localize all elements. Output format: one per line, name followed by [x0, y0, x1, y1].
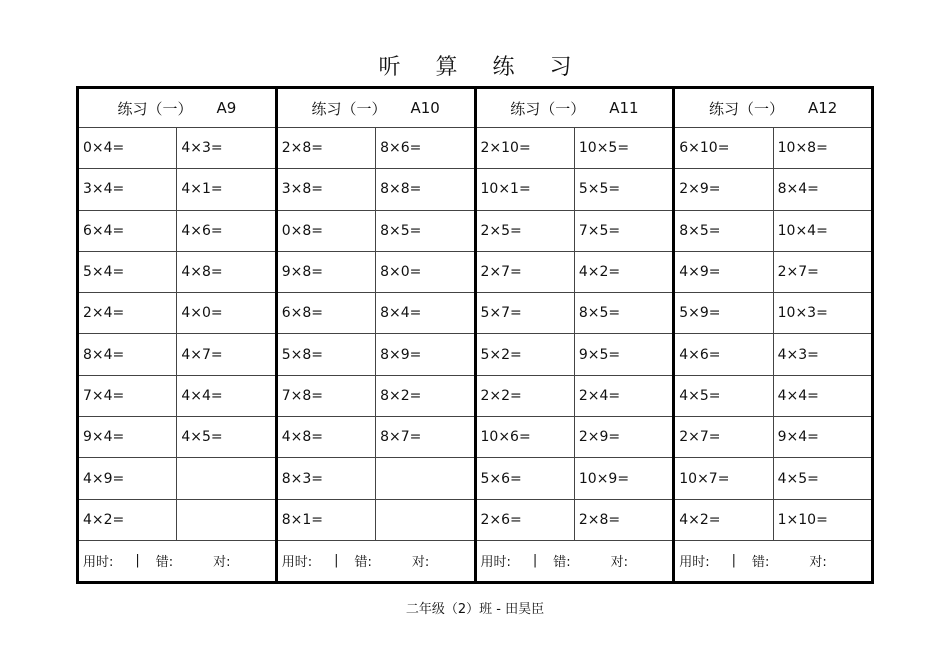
panel-header-label: 练习（一）: [117, 99, 193, 118]
panel-header-label: 练习（一）: [708, 99, 784, 118]
problem-cell: 5×6=: [480, 470, 522, 487]
problem-cell: 5×2=: [480, 346, 522, 363]
problem-row: [278, 252, 474, 293]
problem-row: [477, 376, 673, 417]
problem-cell: 4×4=: [176, 376, 274, 416]
problem-cell: 2×4=: [574, 376, 672, 416]
exercise-panel-a9: [79, 89, 275, 581]
panel-footer: [79, 541, 275, 581]
problem-cell: 4×7=: [176, 334, 274, 374]
problem-cell: 10×1=: [480, 181, 531, 198]
problem-row: [278, 293, 474, 334]
problem-cell: 2×7=: [773, 252, 871, 292]
problem-cell: 7×5=: [574, 211, 672, 251]
problem-cell: 4×6=: [176, 211, 274, 251]
problem-cell: 2×7=: [480, 264, 522, 281]
problem-cell: 6×4=: [83, 222, 125, 239]
problem-row: [79, 334, 275, 375]
problem-row: [675, 334, 871, 375]
problem-cell: 8×5=: [679, 222, 721, 239]
problem-cell: 2×8=: [281, 140, 324, 157]
problem-cell: 5×7=: [480, 305, 522, 322]
wrong-count-label: 错:: [553, 555, 571, 571]
problem-cell: 4×0=: [176, 293, 274, 333]
problem-cell: 5×9=: [679, 305, 721, 322]
problem-cell: 2×9=: [679, 181, 721, 198]
problem-row: [675, 211, 871, 252]
problem-row: [675, 293, 871, 334]
problem-cell: 9×4=: [83, 429, 125, 446]
problem-row: [675, 417, 871, 458]
problem-cell: [176, 458, 274, 498]
problem-cell: 8×1=: [281, 511, 324, 528]
problem-cell: 8×4=: [773, 169, 871, 209]
problem-cell: 4×9=: [83, 470, 125, 487]
time-label: 用时:: [281, 555, 313, 571]
problem-cell: 9×8=: [281, 264, 324, 281]
time-label: 用时:: [83, 555, 114, 571]
problem-cell: 8×3=: [281, 470, 324, 487]
problem-cell: 0×8=: [281, 222, 324, 239]
problem-cell: 7×4=: [83, 387, 125, 404]
problem-cell: 4×2=: [574, 252, 672, 292]
problem-cell: 2×9=: [574, 417, 672, 457]
problem-cell: 7×8=: [281, 387, 324, 404]
problem-cell: 10×7=: [679, 470, 730, 487]
exercise-panel-a11: [474, 89, 673, 581]
right-count-label: 对:: [213, 555, 231, 571]
problem-row: [79, 417, 275, 458]
panel-header-label: 练习（一）: [311, 99, 387, 118]
problem-row: [675, 128, 871, 169]
problem-row: [675, 169, 871, 210]
problem-row: [278, 128, 474, 169]
problem-cell: 2×6=: [480, 511, 522, 528]
problem-cell: 3×4=: [83, 181, 125, 198]
panel-footer: [675, 541, 871, 581]
problem-row: [278, 458, 474, 499]
panel-header-label: 练习（一）: [510, 99, 586, 118]
separator: |: [135, 553, 140, 569]
problem-row: [477, 334, 673, 375]
problem-row: [278, 376, 474, 417]
problem-cell: 4×8=: [281, 429, 324, 446]
panel-header: [477, 89, 673, 128]
panel-header: [675, 89, 871, 128]
problem-cell: 4×5=: [176, 417, 274, 457]
problem-row: [79, 376, 275, 417]
problem-row: [278, 334, 474, 375]
problem-cell: 8×8=: [375, 169, 473, 209]
problem-cell: 8×9=: [375, 334, 473, 374]
wrong-count-label: 错:: [752, 555, 770, 571]
problem-cell: 0×4=: [83, 140, 125, 157]
right-count-label: 对:: [809, 555, 827, 571]
problem-cell: 3×8=: [281, 181, 324, 198]
problem-cell: 4×8=: [176, 252, 274, 292]
problem-cell: 2×7=: [679, 429, 721, 446]
problem-row: [675, 252, 871, 293]
panel-footer: [278, 541, 474, 581]
problem-row: [675, 500, 871, 541]
problem-cell: 2×4=: [83, 305, 125, 322]
panel-code: A11: [609, 99, 639, 117]
problem-cell: 10×8=: [773, 128, 871, 168]
problem-row: [278, 417, 474, 458]
problem-cell: 6×10=: [679, 140, 730, 157]
problem-cell: 4×5=: [773, 458, 871, 498]
separator: |: [334, 553, 339, 569]
right-count-label: 对:: [411, 555, 430, 571]
problem-cell: 9×4=: [773, 417, 871, 457]
problem-cell: 8×2=: [375, 376, 473, 416]
problem-cell: 4×5=: [679, 387, 721, 404]
wrong-count-label: 错:: [155, 555, 174, 571]
problem-row: [79, 293, 275, 334]
problem-cell: 4×1=: [176, 169, 274, 209]
problem-cell: 8×5=: [375, 211, 473, 251]
problem-cell: [375, 458, 473, 498]
time-label: 用时:: [679, 555, 710, 571]
problem-cell: 4×3=: [176, 128, 274, 168]
problem-row: [477, 293, 673, 334]
problem-row: [477, 211, 673, 252]
problem-cell: 10×6=: [480, 429, 531, 446]
problem-row: [477, 458, 673, 499]
problem-cell: 2×2=: [480, 387, 522, 404]
problem-cell: 2×8=: [574, 500, 672, 540]
problem-row: [477, 128, 673, 169]
problem-cell: 4×3=: [773, 334, 871, 374]
problem-cell: 4×2=: [679, 511, 721, 528]
problem-row: [477, 500, 673, 541]
problem-row: [477, 417, 673, 458]
problem-row: [675, 458, 871, 499]
problem-cell: 8×4=: [83, 346, 125, 363]
exercise-panel-a10: [275, 89, 474, 581]
problem-cell: 10×4=: [773, 211, 871, 251]
panel-footer: [477, 541, 673, 581]
problem-cell: 10×5=: [574, 128, 672, 168]
problem-cell: 2×5=: [480, 222, 522, 239]
problem-row: [278, 211, 474, 252]
panel-header: [278, 89, 474, 128]
panel-code: A9: [216, 99, 237, 117]
problem-cell: 4×2=: [83, 511, 125, 528]
problem-cell: [176, 500, 274, 540]
problem-row: [79, 500, 275, 541]
problem-row: [79, 211, 275, 252]
problem-cell: 8×4=: [375, 293, 473, 333]
problem-row: [79, 128, 275, 169]
problem-cell: 9×5=: [574, 334, 672, 374]
problem-cell: 1×10=: [773, 500, 871, 540]
problem-row: [278, 500, 474, 541]
problem-cell: 4×4=: [773, 376, 871, 416]
problem-cell: [375, 500, 473, 540]
problem-cell: 5×4=: [83, 264, 125, 281]
problem-cell: 10×3=: [773, 293, 871, 333]
problem-cell: 2×10=: [480, 140, 531, 157]
problem-cell: 8×0=: [375, 252, 473, 292]
worksheet-grid: [76, 86, 874, 584]
problem-cell: 8×5=: [574, 293, 672, 333]
panel-code: A12: [807, 99, 838, 117]
problem-cell: 10×9=: [574, 458, 672, 498]
problem-cell: 6×8=: [281, 305, 324, 322]
right-count-label: 对:: [610, 555, 629, 571]
class-student-footer: 二年级（2）班 - 田昊臣: [405, 602, 545, 617]
problem-row: [477, 169, 673, 210]
panel-code: A10: [410, 99, 440, 117]
problem-cell: 5×5=: [574, 169, 672, 209]
exercise-panel-a12: [672, 89, 871, 581]
panel-header: [79, 89, 275, 128]
wrong-count-label: 错:: [354, 555, 372, 571]
problem-cell: 8×7=: [375, 417, 473, 457]
problem-row: [675, 376, 871, 417]
problem-row: [79, 252, 275, 293]
problem-row: [79, 169, 275, 210]
problem-cell: 5×8=: [281, 346, 324, 363]
problem-row: [79, 458, 275, 499]
problem-cell: 8×6=: [375, 128, 473, 168]
problem-row: [278, 169, 474, 210]
problem-cell: 4×9=: [679, 264, 721, 281]
problem-cell: 4×6=: [679, 346, 721, 363]
problem-row: [477, 252, 673, 293]
page-title: 听 算 练 习: [378, 55, 586, 80]
separator: |: [731, 553, 737, 569]
time-label: 用时:: [480, 555, 511, 571]
separator: |: [532, 553, 538, 569]
